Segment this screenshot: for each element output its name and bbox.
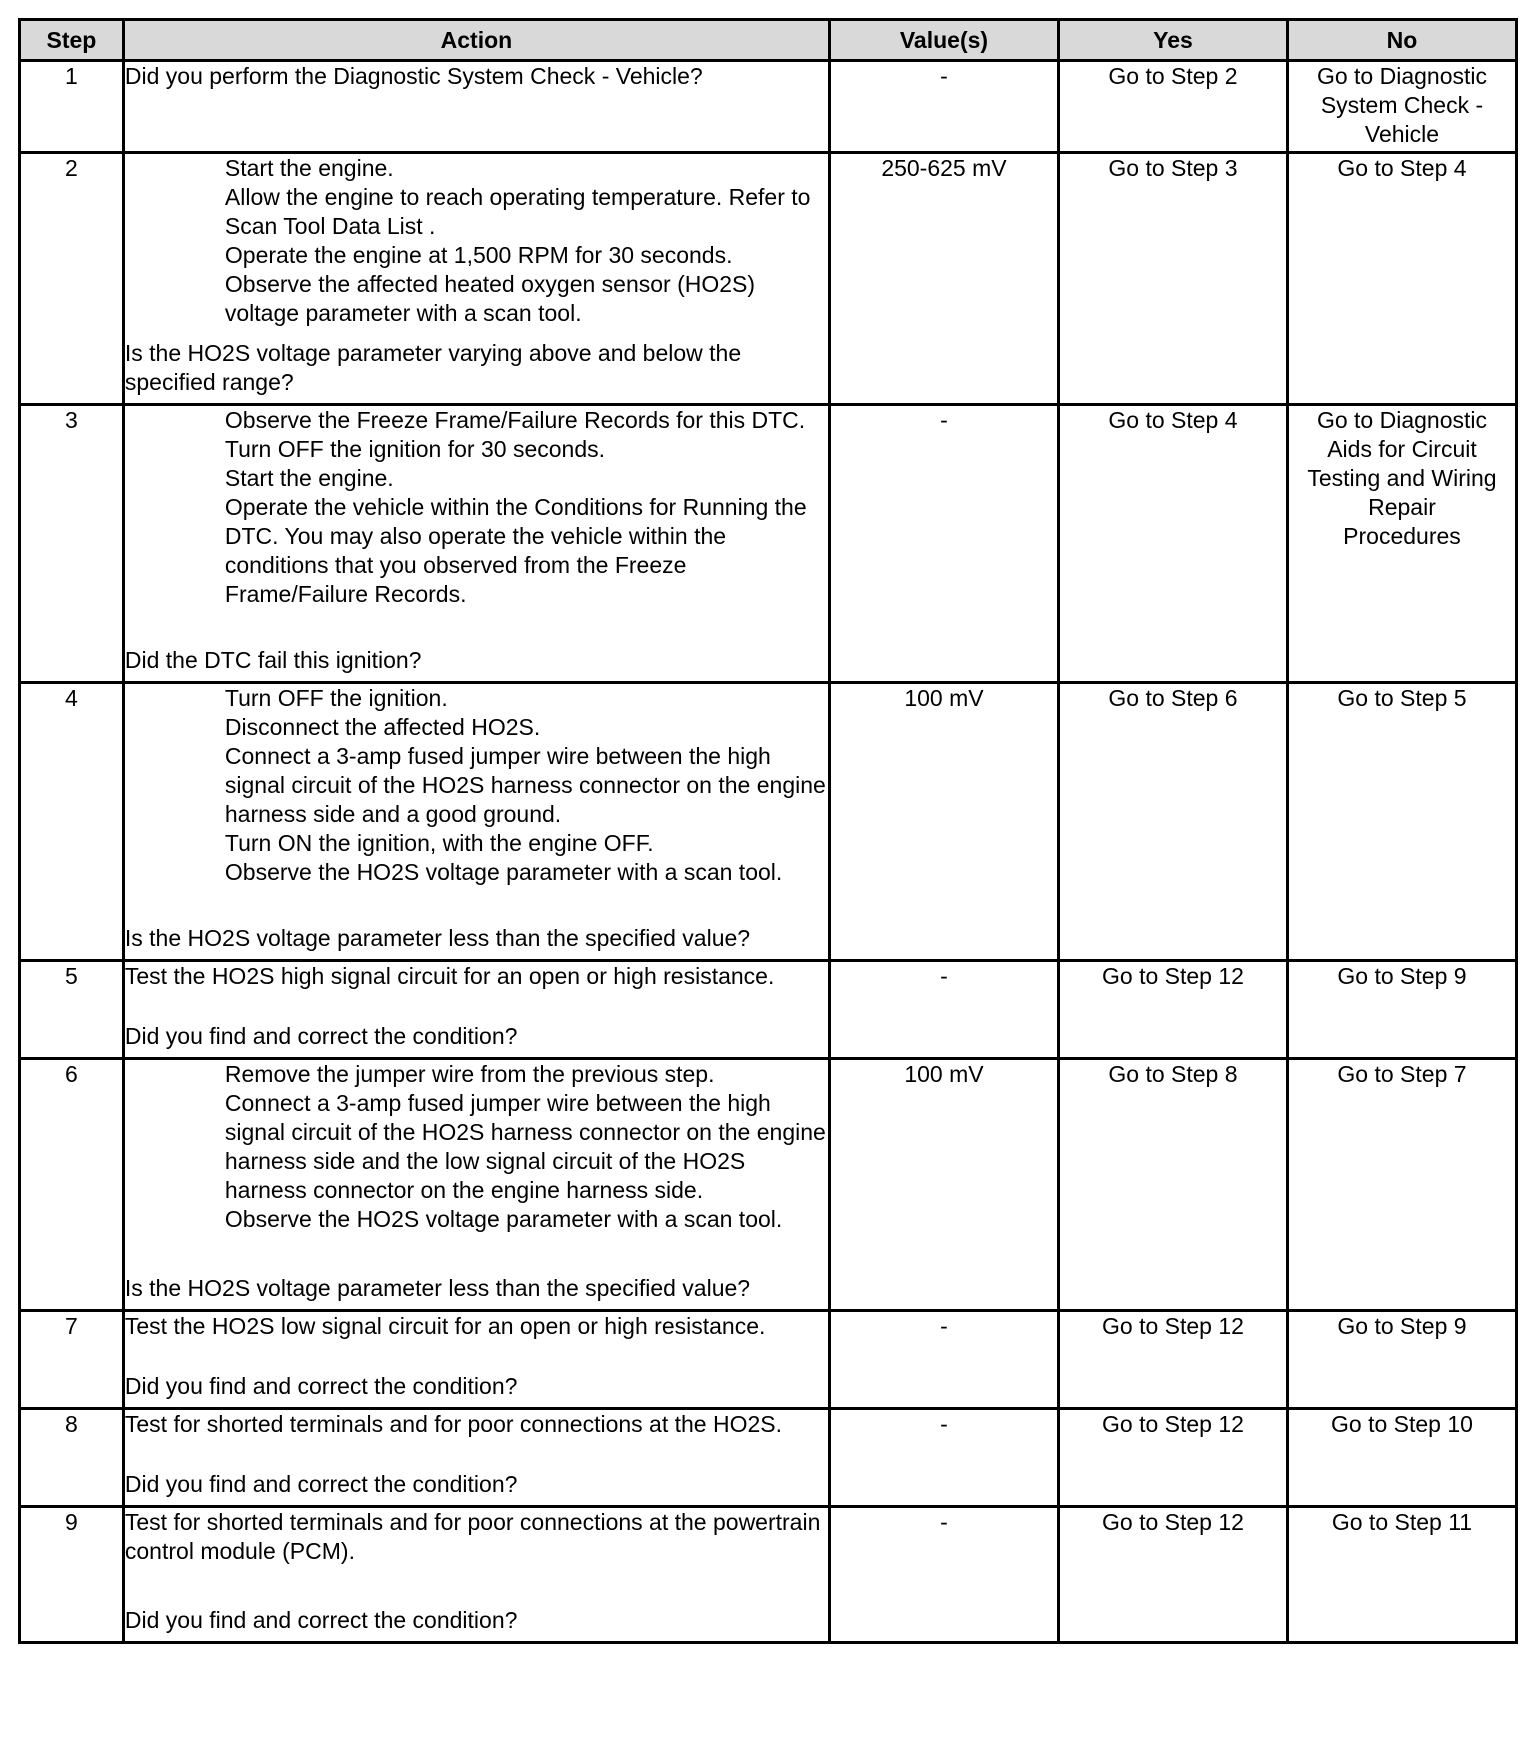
question-text: Is the HO2S voltage parameter less than the specified value? <box>124 925 751 951</box>
action-lead: Test the HO2S high signal circuit for an open or high resistance. <box>124 963 775 989</box>
action-cell <box>123 1311 829 1409</box>
question-text: Did the DTC fail this ignition? <box>124 647 422 673</box>
header-no: No <box>1287 20 1516 61</box>
action-step: Observe the HO2S voltage parameter with a scan tool. <box>224 1206 783 1232</box>
step-number: 3 <box>20 405 124 683</box>
value-cell: - <box>829 1311 1058 1409</box>
step-number: 2 <box>20 153 124 405</box>
yes-cell: Go to Step 12 <box>1058 961 1287 1059</box>
action-lead: Test for shorted terminals and for poor connections at the HO2S. <box>124 1411 783 1437</box>
step-number: 7 <box>20 1311 124 1409</box>
action-step: Disconnect the affected HO2S. <box>224 714 541 740</box>
action-step: Remove the jumper wire from the previous step. <box>224 1061 715 1087</box>
question-text: Did you find and correct the condition? <box>124 1607 518 1633</box>
action-cell <box>123 1409 829 1507</box>
step-number: 6 <box>20 1059 124 1311</box>
action-step: Operate the engine at 1,500 RPM for 30 seconds. <box>224 242 733 268</box>
value-cell: - <box>829 61 1058 153</box>
action-step: Start the engine. <box>224 465 394 491</box>
no-cell: Go to Step 7 <box>1287 1059 1516 1311</box>
no-cell: Go to Step 4 <box>1287 153 1516 405</box>
table-row <box>20 961 1517 1059</box>
yes-cell: Go to Step 12 <box>1058 1409 1287 1507</box>
table-row <box>20 405 1517 683</box>
yes-cell: Go to Step 3 <box>1058 153 1287 405</box>
action-step: Connect a 3-amp fused jumper wire between the high signal circuit of the HO2S harness connector on the engine harness side and the low signal circuit of the HO2S harness connector on the engine harness side. <box>224 1090 826 1203</box>
action-cell <box>123 1507 829 1643</box>
action-step: Turn ON the ignition, with the engine OFF. <box>224 830 654 856</box>
step-number: 8 <box>20 1409 124 1507</box>
value-cell: - <box>829 961 1058 1059</box>
yes-cell: Go to Step 8 <box>1058 1059 1287 1311</box>
no-cell: Go to Step 9 <box>1287 961 1516 1059</box>
table-row <box>20 1059 1517 1311</box>
question-text: Did you perform the Diagnostic System Check - Vehicle? <box>124 63 703 89</box>
no-cell: Go to Diagnostic Aids for Circuit Testing and Wiring Repair Procedures <box>1287 405 1516 683</box>
step-number: 5 <box>20 961 124 1059</box>
step-number: 1 <box>20 61 124 153</box>
action-step: Observe the Freeze Frame/Failure Records for this DTC. <box>224 407 806 433</box>
value-cell: - <box>829 405 1058 683</box>
action-cell <box>123 153 829 405</box>
header-row <box>20 20 1517 61</box>
action-lead: Test the HO2S low signal circuit for an open or high resistance. <box>124 1313 766 1339</box>
value-cell: 100 mV <box>829 1059 1058 1311</box>
header-values: Value(s) <box>829 20 1058 61</box>
table-row <box>20 61 1517 153</box>
yes-cell: Go to Step 12 <box>1058 1311 1287 1409</box>
question-text: Did you find and correct the condition? <box>124 1373 518 1399</box>
action-step: Turn OFF the ignition for 30 seconds. <box>224 436 605 462</box>
header-step: Step <box>20 20 124 61</box>
yes-cell: Go to Step 4 <box>1058 405 1287 683</box>
action-cell <box>123 61 829 153</box>
table-row <box>20 683 1517 961</box>
action-step: Observe the HO2S voltage parameter with a scan tool. <box>224 859 783 885</box>
action-cell <box>123 683 829 961</box>
value-cell: - <box>829 1507 1058 1643</box>
yes-cell: Go to Step 6 <box>1058 683 1287 961</box>
no-cell: Go to Step 5 <box>1287 683 1516 961</box>
table-row <box>20 1507 1517 1643</box>
action-cell <box>123 405 829 683</box>
yes-cell: Go to Step 12 <box>1058 1507 1287 1643</box>
value-cell: - <box>829 1409 1058 1507</box>
value-cell: 250-625 mV <box>829 153 1058 405</box>
no-cell: Go to Step 10 <box>1287 1409 1516 1507</box>
question-text: Did you find and correct the condition? <box>124 1023 518 1049</box>
header-action: Action <box>123 20 829 61</box>
action-cell <box>123 1059 829 1311</box>
action-step: Connect a 3-amp fused jumper wire between the high signal circuit of the HO2S harness connector on the engine harness side and a good ground. <box>224 743 826 827</box>
table-row <box>20 1409 1517 1507</box>
question-text: Did you find and correct the condition? <box>124 1471 518 1497</box>
diagnostic-table <box>18 18 1518 1644</box>
header-yes: Yes <box>1058 20 1287 61</box>
no-cell: Go to Step 11 <box>1287 1507 1516 1643</box>
step-number: 4 <box>20 683 124 961</box>
step-number: 9 <box>20 1507 124 1643</box>
action-lead: Test for shorted terminals and for poor connections at the powertrain control module (PCM). <box>124 1509 821 1564</box>
action-step: Observe the affected heated oxygen sensor (HO2S) voltage parameter with a scan tool. <box>224 271 756 326</box>
action-step: Start the engine. <box>224 155 394 181</box>
action-step: Allow the engine to reach operating temperature. Refer to Scan Tool Data List . <box>224 184 811 239</box>
action-step: Turn OFF the ignition. <box>224 685 448 711</box>
question-text: Is the HO2S voltage parameter less than the specified value? <box>124 1275 751 1301</box>
table-row <box>20 153 1517 405</box>
yes-cell: Go to Step 2 <box>1058 61 1287 153</box>
action-cell <box>123 961 829 1059</box>
table-row <box>20 1311 1517 1409</box>
question-text: Is the HO2S voltage parameter varying above and below the specified range? <box>124 340 742 395</box>
action-step: Operate the vehicle within the Conditions for Running the DTC. You may also operate the vehicle within the conditions that you observed from the Freeze Frame/Failure Records. <box>224 494 807 607</box>
value-cell: 100 mV <box>829 683 1058 961</box>
no-cell: Go to Diagnostic System Check - Vehicle <box>1287 61 1516 153</box>
no-cell: Go to Step 9 <box>1287 1311 1516 1409</box>
